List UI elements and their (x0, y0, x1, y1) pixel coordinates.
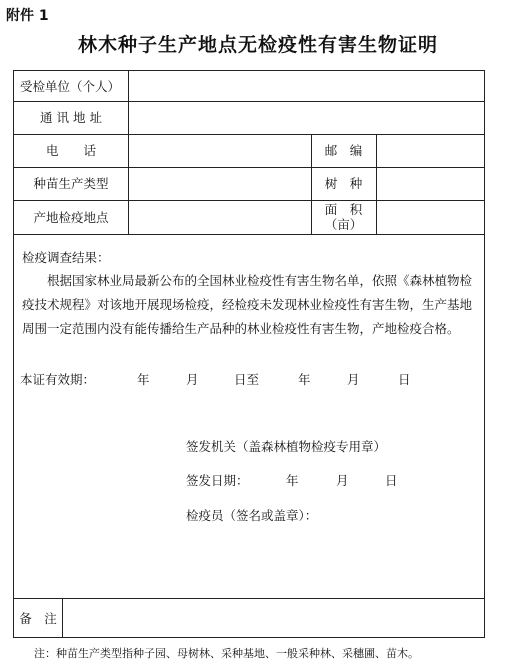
attachment-label: 附件 1 (6, 8, 49, 24)
column-divider (128, 71, 129, 234)
issue-date-year: 年 (286, 473, 299, 488)
column-divider (62, 598, 63, 638)
column-divider (376, 134, 377, 234)
validity-month-end: 月 (347, 372, 360, 387)
issue-date-month: 月 (336, 473, 349, 488)
issue-date-label: 签发日期： (186, 473, 249, 488)
page-title: 林木种子生产地点无检疫性有害生物证明 (77, 34, 438, 56)
validity-day-end: 日 (398, 372, 411, 387)
inspector-label: 检疫员（签名或盖章）： (186, 508, 318, 523)
area-label (311, 200, 376, 234)
phone-label: 电 话 (45, 143, 96, 158)
certificate-form (13, 70, 485, 638)
area-label-line1: 面 积 (324, 202, 363, 217)
species-label: 树 种 (324, 176, 363, 191)
seedling-type-label: 种苗生产类型 (33, 176, 109, 191)
result-paragraph: 根据国家林业局最新公布的全国林业检疫性有害生物名单，依照《森林植物检疫技术规程》对该地开展现场检疫，经检疫未发现林业检疫性有害生物，生产基地周围一定范围内没有能传播给生产品种的林业检疫性有害生物，产地检疫合格。 (22, 273, 473, 336)
inspected-unit-label: 受检单位（个人） (20, 78, 121, 94)
footnote: 注：种苗生产类型指种子园、母树林、采种基地、一般采种林、采穗圃、苗木。 (34, 647, 419, 660)
validity-year-start: 年 (137, 372, 150, 387)
postcode-label: 邮 编 (324, 143, 363, 158)
remarks-label: 备 注 (19, 610, 57, 626)
validity-day-start: 日至 (234, 372, 260, 387)
location-label: 产地检疫地点 (33, 209, 109, 225)
area-label-line2: （亩） (324, 217, 363, 232)
row-divider (14, 598, 484, 599)
validity-year-end: 年 (298, 372, 311, 387)
result-heading: 检疫调查结果： (22, 250, 110, 265)
address-label: 通 讯 地 址 (40, 110, 102, 125)
validity-label: 本证有效期： (20, 372, 96, 387)
validity-month-start: 月 (186, 372, 199, 387)
issuer-label: 签发机关（盖森林植物检疫专用章） (186, 439, 387, 454)
issue-date-day: 日 (385, 473, 398, 488)
row-divider (14, 234, 484, 235)
